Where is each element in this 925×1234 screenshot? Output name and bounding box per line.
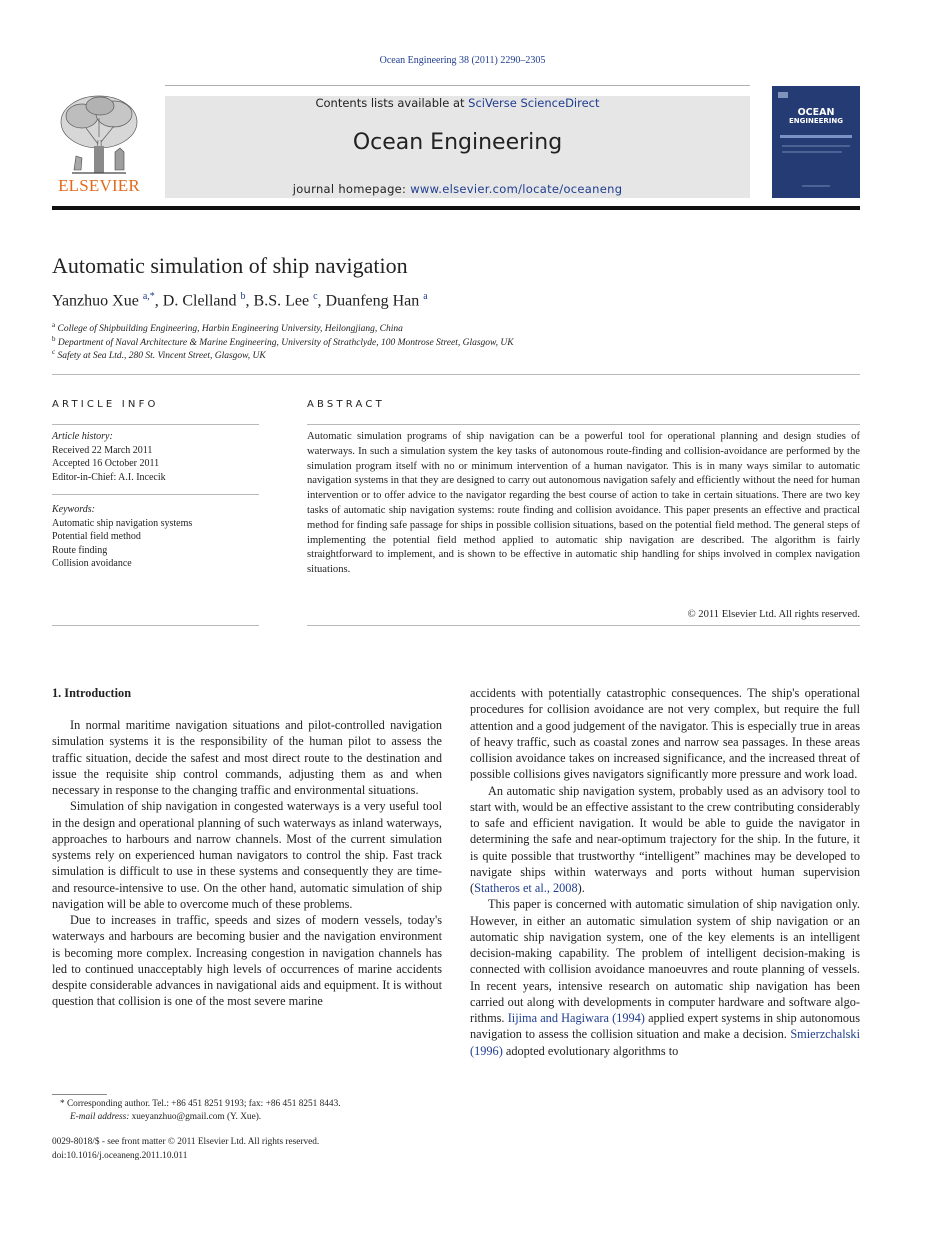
body-column-left (52, 717, 442, 1010)
elsevier-wordmark: ELSEVIER (58, 176, 140, 195)
contents-line: Contents lists available at SciVerse ScienceDirect (315, 96, 600, 110)
paragraph: Simulation of ship navigation in congested waterways is a very useful tool in the design and operational planning of such waterways as inland waterways, approaches to harbours and narrow channels. Most of the current simulation systems rely on experienced human navigators to control the ship. Fast track simulation is difficult to use in these systems and consequently they are time- and resource-intensive to use. On the other hand, automatic simulation of ship navigation will be able to overcome much of these problems. (52, 799, 442, 911)
article-title: Automatic simulation of ship navigation (52, 253, 408, 278)
paragraph: accidents with potentially catastrophic consequences. The ship's operational procedures for collision avoidance are not very complex, but require the full attention and a good judgement of the navigator. This is especially true in areas of heavy traffic, such as coastal zones and narrow sea passages. In these areas collision avoidance takes on increased significance, and the increased threat of possible collisions gives navigators significantly more pressure and work load. (470, 686, 860, 782)
affiliation: $^b$ Department of Naval Architecture & Marine Engineering, University of Strathclyde, 100 Montrose Street, Glasgow, UK (52, 335, 514, 349)
cover-title: OCEAN ENGINEERING (788, 107, 843, 125)
header-top-rule (165, 85, 750, 86)
email-note: E-mail address: xueyanzhuo@gmail.com (Y. Xue). (70, 1112, 262, 1122)
footnote-rule (52, 1094, 107, 1095)
homepage-line: journal homepage: www.elsevier.com/locate/oceaneng (292, 182, 623, 196)
journal-homepage-link[interactable]: www.elsevier.com/locate/oceaneng (410, 182, 623, 196)
divider (52, 424, 259, 425)
journal-citation[interactable]: Ocean Engineering 38 (2011) 2290–2305 (379, 55, 546, 66)
author-list: Yanzhuo Xue $^{a,*}$, D. Clelland $^b$, B.S. Lee $^c$, Duanfeng Han $^a$ (52, 291, 428, 310)
author-name[interactable]: B.S. Lee (253, 292, 310, 310)
journal-name: Ocean Engineering (352, 130, 563, 155)
abstract-copyright: © 2011 Elsevier Ltd. All rights reserved. (687, 609, 860, 620)
section-title: 1. Introduction (52, 686, 132, 700)
divider (52, 625, 259, 626)
affiliation-mark[interactable]: a,* (142, 291, 155, 302)
paragraph: Due to increases in traffic, speeds and sizes of modern vessels, today's waterways and harbours are becoming busier and the navigation environment is becoming more complex. Increasing congestion in navigation channels has led to continued unacceptably high levels of occurrences of marine accidents despite considerable advances in navigational aids and equipment. It is without question that collision is one of the most severe marine (52, 913, 442, 1009)
author-email[interactable]: xueyanzhuo@gmail.com (Y. Xue). (129, 1112, 262, 1122)
author-name[interactable]: Duanfeng Han (325, 292, 420, 310)
journal-cover-thumbnail[interactable] (772, 86, 860, 198)
issn-line: 0029-8018/$ - see front matter © 2011 Elsevier Ltd. All rights reserved. (52, 1137, 320, 1147)
keyword: Potential field method (52, 531, 141, 542)
article-history: Article history: Received 22 March 2011 Accepted 16 October 2011 Editor-in-Chief: A.I. Incecik (52, 431, 166, 483)
keywords: Keywords: Automatic ship navigation systems Potential field method Route finding Collision avoidance (52, 503, 262, 571)
keyword: Route finding (52, 544, 108, 556)
article-info-heading: ARTICLE INFO (52, 399, 159, 410)
affiliation-mark[interactable]: b (240, 291, 246, 302)
author-name[interactable]: D. Clelland (162, 292, 237, 310)
affiliation: $^c$ Safety at Sea Ltd., 280 St. Vincent Street, Glasgow, UK (52, 348, 266, 362)
cover-decoration (772, 86, 860, 198)
citation-link[interactable]: Iijima and Hagiwara (1994) (507, 1011, 645, 1025)
journal-header (165, 96, 750, 198)
divider (307, 424, 860, 425)
corresponding-author-note: * Corresponding author. Tel.: +86 451 8251 9193; fax: +86 451 8251 8443. (60, 1099, 341, 1109)
citation-link[interactable]: Statheros et al., 2008 (474, 881, 578, 895)
affiliation-mark[interactable]: a (423, 291, 428, 302)
divider (52, 374, 860, 375)
keyword: Automatic ship navigation systems (52, 517, 193, 529)
paragraph: An automatic ship navigation system, probably used as an advisory tool to start with, would be an effective assistant to the crew contributing considerably to safe and efficient navigation. It would be able to guide the navigator in determining the safe and near-optimum trajectory for the ship. In the future, it is quite possible that trustworthy “intelligent” machines may be developed to navigate ships within waterways and ports without human supervision (Statheros et al., 2008). (470, 783, 860, 895)
elsevier-logo[interactable] (52, 92, 146, 198)
paragraph: In normal maritime navigation situations and pilot-controlled navigation simulation systems it is the responsibility of the human pilot to assess the traffic situation, decide the safest and most direct route to the destination and issue the requisite ship control commands, adjusting them as and when necessary in response to the changing traffic and environmental situations. (52, 718, 442, 797)
citation-link[interactable]: Smierzchalski (1996) (470, 1027, 860, 1058)
affiliation: $^a$ College of Shipbuilding Engineering, Harbin Engineering University, Heilongjiang, China (52, 321, 403, 335)
keyword: Collision avoidance (52, 558, 132, 569)
elsevier-tree-icon (52, 92, 146, 174)
author-name[interactable]: Yanzhuo Xue (52, 292, 139, 310)
divider (307, 625, 860, 626)
paragraph: This paper is concerned with automatic simulation of ship navigation only. However, in either an automatic simulation system of ship navigation or an automatic ship navigation system, one of the key elements is an intelligent decision-making capability. The problem of intelligent decision-making is connected with collision avoidance manoeuvres and route planning of vessels. In recent years, intensive research on automatic ship navigation has been carried out along with developments in computer hardware and software algorithms. Iijima and Hagiwara (1994) applied expert systems in ship autonomous navigation to assess the collision situation and make a decision. Smierzchalski (1996) adopted evolutionary algorithms to (470, 897, 860, 1058)
body-column-right (470, 685, 860, 1059)
header-bottom-rule (52, 206, 860, 210)
sciencedirect-link[interactable]: SciVerse ScienceDirect (468, 96, 600, 110)
divider (52, 494, 259, 495)
abstract-heading: ABSTRACT (307, 399, 385, 410)
doi-line[interactable]: doi:10.1016/j.oceaneng.2011.10.011 (52, 1151, 188, 1161)
abstract-text: Automatic simulation programs of ship navigation can be a powerful tool for operational planning and design studies of waterways. In such a simulation system the key tasks of autonomous route-finding and collision-avoidance are performed by the simulation program itself with no or minimum intervention of a human navigator. This is in many ways similar to automatic navigation systems in that they are designed to carry out autonomous navigation safely and efficiently without the need for human intervention or to offer advice to the navigator regarding the best course of action to take in certain situations. There are two key tasks of automatic ship navigation systems: route finding and collision avoidance. This paper presents an effective and practical method for finding safe passage for ships in possible collision situations, based on the potential field method. The general steps of implementing the potential field method applied to automatic ship navigation are described. The algorithm is fairly straightforward to implement, and is shown to be effective in automatic ship handling for ships involved in complex navigation situations. (307, 431, 860, 576)
affiliation-mark[interactable]: c (313, 291, 318, 302)
